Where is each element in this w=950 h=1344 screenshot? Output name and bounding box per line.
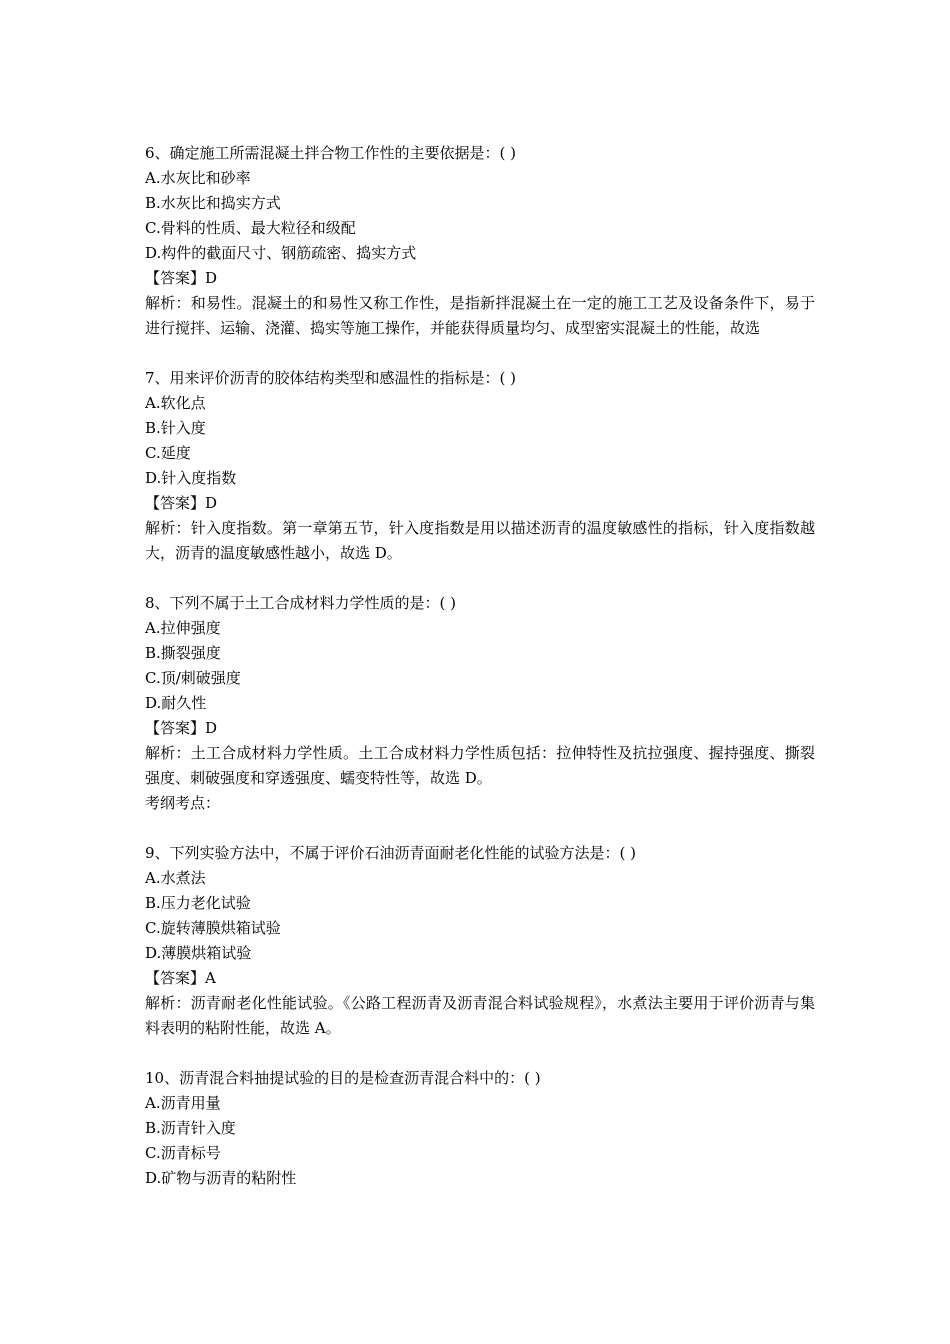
analysis: 解析：沥青耐老化性能试验。《公路工程沥青及沥青混合料试验规程》，水煮法主要用于评价沥青与集料表明的粘附性能，故选 A。 <box>145 994 815 1037</box>
option-b: B.撕裂强度 <box>145 644 221 662</box>
analysis: 解析：土工合成材料力学性质。土工合成材料力学性质包括：拉伸特性及抗拉强度、握持强度、撕裂强度、刺破强度和穿透强度、蠕变特性等，故选 D。 <box>145 744 815 787</box>
option-d: D.针入度指数 <box>145 469 237 487</box>
option-a: A.软化点 <box>145 394 206 412</box>
option-d: D.薄膜烘箱试验 <box>145 944 252 962</box>
option-b: B.水灰比和捣实方式 <box>145 194 281 212</box>
option-a: A.沥青用量 <box>145 1094 221 1112</box>
option-c: C.延度 <box>145 444 191 462</box>
question-10 <box>145 1066 815 1191</box>
question-stem: 10、沥青混合料抽提试验的目的是检查沥青混合料中的：( ) <box>145 1069 541 1087</box>
option-b: B.沥青针入度 <box>145 1119 236 1137</box>
question-stem: 9、下列实验方法中，不属于评价石油沥青面耐老化性能的试验方法是：( ) <box>145 844 637 862</box>
option-a: A.水灰比和砂率 <box>145 169 251 187</box>
option-c: C.沥青标号 <box>145 1144 221 1162</box>
answer: 【答案】D <box>145 269 218 287</box>
option-a: A.水煮法 <box>145 869 206 887</box>
question-stem: 8、下列不属于土工合成材料力学性质的是：( ) <box>145 594 457 612</box>
option-c: C.旋转薄膜烘箱试验 <box>145 919 281 937</box>
syllabus-note: 考纲考点： <box>145 794 221 812</box>
analysis: 解析：针入度指数。第一章第五节，针入度指数是用以描述沥青的温度敏感性的指标，针入度指数越大，沥青的温度敏感性越小，故选 D。 <box>145 519 815 562</box>
document-page <box>145 141 815 1216</box>
answer: 【答案】D <box>145 719 218 737</box>
option-b: B.压力老化试验 <box>145 894 251 912</box>
answer: 【答案】D <box>145 494 218 512</box>
option-d: D.构件的截面尺寸、钢筋疏密、捣实方式 <box>145 244 417 262</box>
question-8 <box>145 591 815 816</box>
analysis: 解析：和易性。混凝土的和易性又称工作性，是指新拌混凝土在一定的施工工艺及设备条件下，易于进行搅拌、运输、浇灌、捣实等施工操作，并能获得质量均匀、成型密实混凝土的性能，故选 <box>145 294 815 337</box>
question-stem: 6、确定施工所需混凝土拌合物工作性的主要依据是：( ) <box>145 144 517 162</box>
option-c: C.骨料的性质、最大粒径和级配 <box>145 219 356 237</box>
question-stem: 7、用来评价沥青的胶体结构类型和感温性的指标是：( ) <box>145 369 517 387</box>
question-9 <box>145 841 815 1041</box>
option-a: A.拉伸强度 <box>145 619 221 637</box>
option-d: D.耐久性 <box>145 694 207 712</box>
answer: 【答案】A <box>145 969 216 987</box>
option-b: B.针入度 <box>145 419 206 437</box>
question-6 <box>145 141 815 341</box>
option-d: D.矿物与沥青的粘附性 <box>145 1169 297 1187</box>
option-c: C.顶/刺破强度 <box>145 669 241 687</box>
question-7 <box>145 366 815 566</box>
